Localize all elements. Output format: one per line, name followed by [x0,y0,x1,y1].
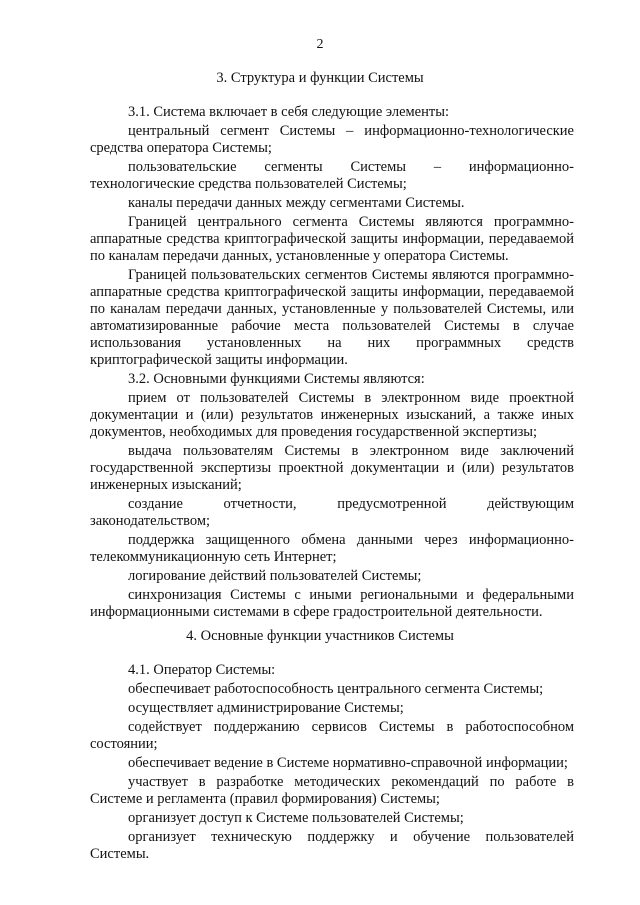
paragraph: поддержка защищенного обмена данными через информационно-телекоммуникационную сеть Интернет; [90,532,574,565]
paragraph: выдача пользователям Системы в электронном виде заключений государственной экспертизы проектной документации и (или) результатов инженерных изысканий; [90,443,574,493]
paragraph: синхронизация Системы с иными региональными и федеральными информационными системами в сфере градостроительной деятельности. [90,587,574,620]
paragraph: организует доступ к Системе пользователей Системы; [128,810,464,826]
paragraph: Границей центрального сегмента Системы являются программно-аппаратные средства криптографической защиты информации, передаваемой по каналам передачи данных, установленные у оператора Системы. [90,214,574,264]
paragraph: Границей пользовательских сегментов Системы являются программно-аппаратные средства криптографической защиты информации, передаваемой по каналам передачи данных, установленные у пользователей Системы, или автоматизированные рабочие места пользователей Системы в случае использования установленных на них программных средств криптографической защиты информации. [90,267,574,368]
section-4-title: 4. Основные функции участников Системы [186,628,454,644]
paragraph: 3.2. Основными функциями Системы являются: [128,371,425,387]
paragraph: организует техническую поддержку и обучение пользователей Системы. [90,829,574,862]
paragraph: каналы передачи данных между сегментами Системы. [128,195,465,211]
paragraph: создание отчетности, предусмотренной действующим законодательством; [90,496,574,529]
paragraph: центральный сегмент Системы – информационно-технологические средства оператора Системы; [90,123,574,156]
paragraph: логирование действий пользователей Системы; [128,568,422,584]
section-3-title: 3. Структура и функции Системы [216,70,424,86]
section-3-body [90,104,574,621]
paragraph: 3.1. Система включает в себя следующие элементы: [128,104,449,120]
paragraph: обеспечивает ведение в Системе нормативно-справочной информации; [128,755,568,771]
paragraph: обеспечивает работоспособность центрального сегмента Системы; [128,681,544,697]
section-4-body [90,662,574,863]
paragraph: 4.1. Оператор Системы: [128,662,276,678]
paragraph: осуществляет администрирование Системы; [128,700,404,716]
page-number: 2 [316,37,324,52]
paragraph: прием от пользователей Системы в электронном виде проектной документации и (или) результатов инженерных изысканий, а также иных документов, необходимых для проведения государственной экспертизы; [90,390,574,440]
paragraph: содействует поддержанию сервисов Системы в работоспособном состоянии; [90,719,574,752]
paragraph: участвует в разработке методических рекомендаций по работе в Системе и регламента (правил формирования) Системы; [90,774,574,807]
paragraph: пользовательские сегменты Системы – информационно-технологические средства пользователей Системы; [90,159,574,192]
